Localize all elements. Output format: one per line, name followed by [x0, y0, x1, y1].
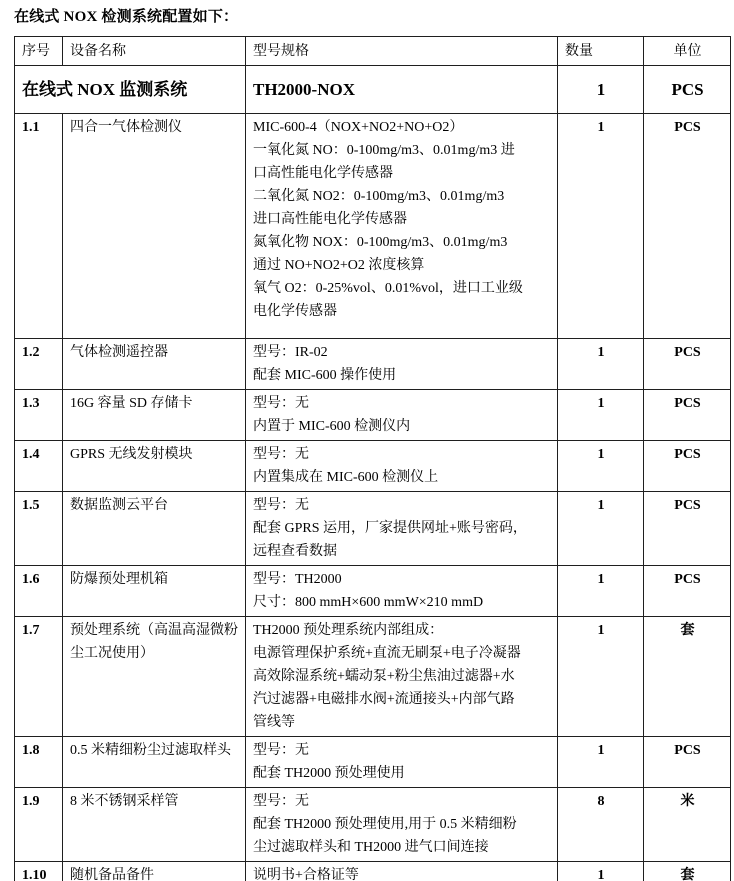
- spec-line: 管线等: [253, 715, 295, 730]
- spec-line: 内置于 MIC-600 检测仪内: [253, 419, 411, 434]
- spec-line: 远程查看数据: [253, 544, 337, 559]
- qty-cell: 1: [558, 339, 644, 390]
- spec-line: 口高性能电化学传感器: [253, 166, 393, 181]
- spec-line: 汽过滤器+电磁排水阀+流通接头+内部气路: [253, 692, 515, 707]
- spec-line: 说明书+合格证等: [253, 868, 359, 881]
- header-qty: 数量: [558, 37, 644, 66]
- spec-cell: [246, 737, 558, 788]
- row-no: 1.5: [15, 492, 63, 566]
- unit-cell: PCS: [644, 441, 731, 492]
- qty-cell: 1: [558, 114, 644, 339]
- unit-cell: 套: [644, 862, 731, 881]
- spec-cell: [246, 566, 558, 617]
- qty-cell: 1: [558, 441, 644, 492]
- row-no: 1.3: [15, 390, 63, 441]
- system-summary-row: [15, 66, 731, 114]
- row-no: 1.7: [15, 617, 63, 737]
- spec-line: MIC-600-4（NOX+NO2+NO+O2）: [253, 120, 464, 135]
- spec-cell: [246, 441, 558, 492]
- row-no: 1.1: [15, 114, 63, 339]
- spec-line: 进口高性能电化学传感器: [253, 212, 407, 227]
- row-no: 1.9: [15, 788, 63, 862]
- spec-line: 氮氧化物 NOX：0-100mg/m3、0.01mg/m3: [253, 235, 508, 250]
- system-unit: PCS: [644, 66, 731, 114]
- device-name: 预处理系统（高温高湿微粉尘工况使用）: [63, 617, 246, 737]
- qty-cell: 1: [558, 492, 644, 566]
- table-row: [15, 788, 731, 862]
- configuration-table: [14, 36, 731, 881]
- header-spec: 型号规格: [246, 37, 558, 66]
- spec-line: 尺寸：800 mmH×600 mmW×210 mmD: [253, 595, 484, 610]
- spec-line: 型号：IR-02: [253, 345, 328, 360]
- page-title: 在线式 NOX 检测系统配置如下：: [14, 9, 239, 25]
- table-row: [15, 737, 731, 788]
- spec-line: 配套 TH2000 预处理使用: [253, 766, 405, 781]
- system-name: 在线式 NOX 监测系统: [15, 66, 246, 114]
- table-row: [15, 441, 731, 492]
- spec-line: 电源管理保护系统+直流无刷泵+电子冷凝器: [253, 646, 521, 661]
- device-name: 气体检测遥控器: [63, 339, 246, 390]
- spec-line: 型号：无: [253, 447, 309, 462]
- unit-cell: PCS: [644, 339, 731, 390]
- row-no: 1.4: [15, 441, 63, 492]
- spec-line: 配套 MIC-600 操作使用: [253, 368, 397, 383]
- header-unit: 单位: [644, 37, 731, 66]
- spec-line: TH2000 预处理系统内部组成：: [253, 623, 444, 638]
- table-row: [15, 617, 731, 737]
- table-row: [15, 566, 731, 617]
- table-row: [15, 862, 731, 881]
- table-row: [15, 114, 731, 339]
- unit-cell: PCS: [644, 390, 731, 441]
- spec-line: 二氧化氮 NO2：0-100mg/m3、0.01mg/m3: [253, 189, 505, 204]
- spec-cell: [246, 390, 558, 441]
- qty-cell: 1: [558, 617, 644, 737]
- header-no: 序号: [15, 37, 63, 66]
- row-no: 1.6: [15, 566, 63, 617]
- qty-cell: 1: [558, 566, 644, 617]
- header-name: 设备名称: [63, 37, 246, 66]
- spec-line: 高效除湿系统+蠕动泵+粉尘焦油过滤器+水: [253, 669, 515, 684]
- spec-cell: [246, 617, 558, 737]
- spec-line: 通过 NO+NO2+O2 浓度核算: [253, 258, 425, 273]
- spec-cell: [246, 114, 558, 339]
- qty-cell: 1: [558, 862, 644, 881]
- spec-line: 电化学传感器: [253, 304, 337, 319]
- table-header-row: [15, 37, 731, 66]
- unit-cell: PCS: [644, 492, 731, 566]
- device-name: 8 米不锈钢采样管: [63, 788, 246, 862]
- spec-cell: [246, 788, 558, 862]
- row-no: 1.10: [15, 862, 63, 881]
- device-name: 四合一气体检测仪: [63, 114, 246, 339]
- system-model: TH2000-NOX: [246, 66, 558, 114]
- spec-line: 型号：无: [253, 498, 309, 513]
- row-no: 1.2: [15, 339, 63, 390]
- spec-line: 型号：无: [253, 396, 309, 411]
- device-name: 防爆预处理机箱: [63, 566, 246, 617]
- device-name: 16G 容量 SD 存储卡: [63, 390, 246, 441]
- device-name: 0.5 米精细粉尘过滤取样头: [63, 737, 246, 788]
- device-name: GPRS 无线发射模块: [63, 441, 246, 492]
- unit-cell: PCS: [644, 114, 731, 339]
- spec-line: 配套 GPRS 运用，厂家提供网址+账号密码，: [253, 521, 527, 536]
- unit-cell: PCS: [644, 737, 731, 788]
- spec-cell: [246, 862, 558, 881]
- spec-line: 配套 TH2000 预处理使用,用于 0.5 米精细粉: [253, 817, 517, 832]
- system-qty: 1: [558, 66, 644, 114]
- device-name: 随机备品备件: [63, 862, 246, 881]
- spec-line: 尘过滤取样头和 TH2000 进气口间连接: [253, 840, 489, 855]
- spec-line: 型号：无: [253, 743, 309, 758]
- qty-cell: 1: [558, 737, 644, 788]
- device-name: 数据监测云平台: [63, 492, 246, 566]
- unit-cell: PCS: [644, 566, 731, 617]
- spec-line: 内置集成在 MIC-600 检测仪上: [253, 470, 439, 485]
- qty-cell: 1: [558, 390, 644, 441]
- table-row: [15, 492, 731, 566]
- row-no: 1.8: [15, 737, 63, 788]
- table-row: [15, 390, 731, 441]
- spec-line: 氧气 O2：0-25%vol、0.01%vol，进口工业级: [253, 281, 523, 296]
- unit-cell: 米: [644, 788, 731, 862]
- spec-cell: [246, 339, 558, 390]
- spec-line: 一氧化氮 NO：0-100mg/m3、0.01mg/m3 进: [253, 143, 515, 158]
- spec-cell: [246, 492, 558, 566]
- spec-line: 型号：无: [253, 794, 309, 809]
- table-row: [15, 339, 731, 390]
- unit-cell: 套: [644, 617, 731, 737]
- spec-line: 型号：TH2000: [253, 572, 342, 587]
- qty-cell: 8: [558, 788, 644, 862]
